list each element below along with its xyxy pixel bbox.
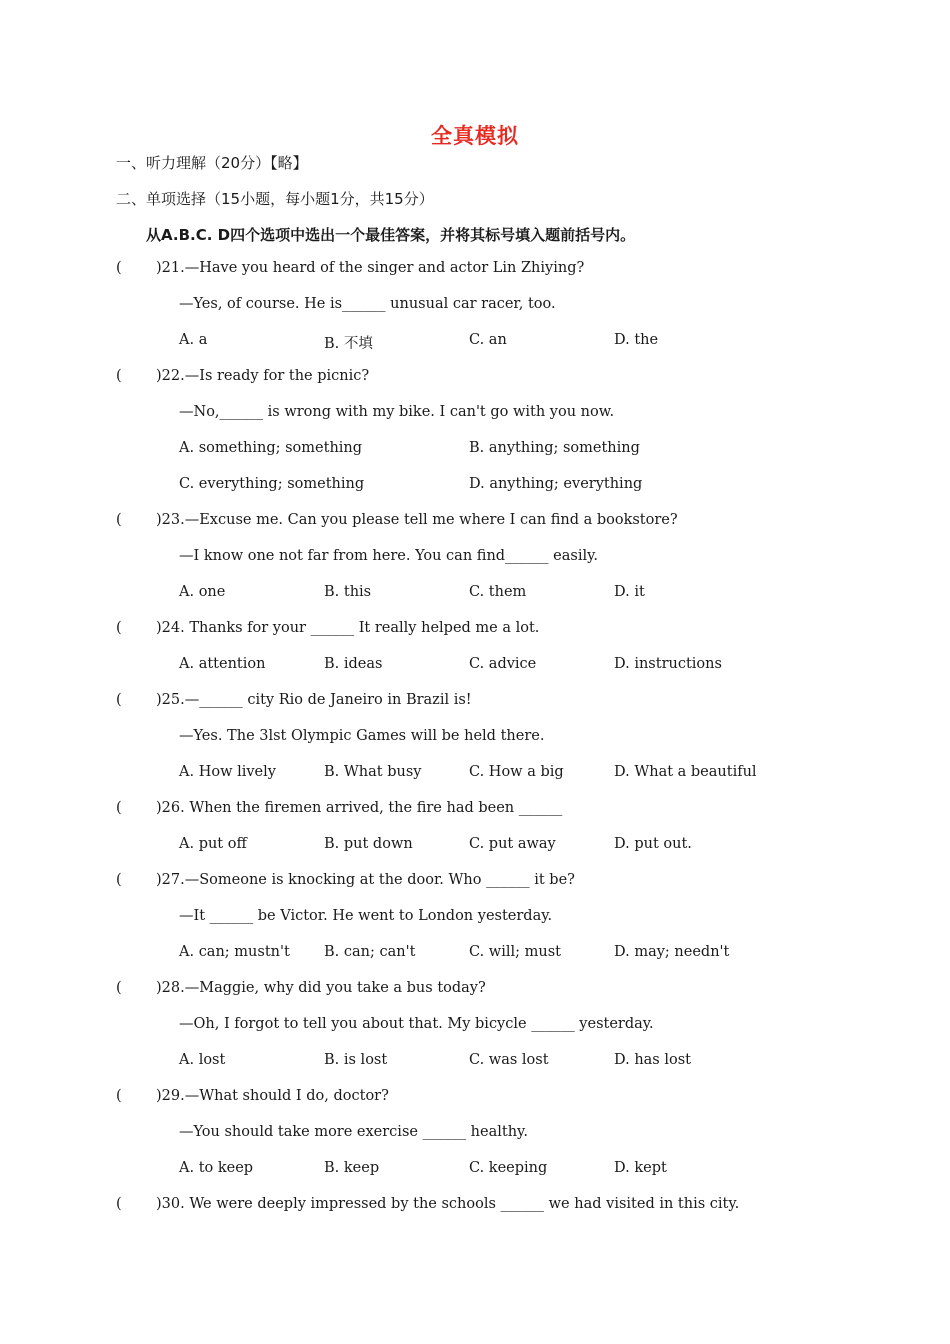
answer-paren[interactable]: ( <box>116 800 122 816</box>
question-24 <box>116 620 539 636</box>
question-28 <box>116 980 486 996</box>
option-d: D. has lost <box>614 1052 691 1068</box>
answer-paren[interactable]: ( <box>116 1088 122 1104</box>
option-d: D. kept <box>614 1160 667 1176</box>
question-number: )27. <box>156 872 185 888</box>
option-a: A. can; mustn't <box>179 944 290 960</box>
question-number: )28. <box>156 980 185 996</box>
question-number: )23. <box>156 512 185 528</box>
option-b: B. 不填 <box>324 336 373 352</box>
answer-paren[interactable]: ( <box>116 512 122 528</box>
option-c: C. an <box>469 332 507 348</box>
question-23 <box>116 512 678 528</box>
option-d: D. put out. <box>614 836 692 852</box>
question-22 <box>116 368 369 384</box>
option-d: D. anything; everything <box>469 476 643 492</box>
question-25 <box>116 692 472 708</box>
question-stem: —Excuse me. Can you please tell me where I can find a bookstore? <box>184 512 678 528</box>
option-b: B. keep <box>324 1160 380 1176</box>
question-reply: —You should take more exercise ______ healthy. <box>179 1124 528 1140</box>
question-reply: —No,______ is wrong with my bike. I can't go with you now. <box>179 404 615 420</box>
question-26 <box>116 800 562 816</box>
option-c: C. How a big <box>469 764 564 780</box>
question-number: )30. <box>156 1196 185 1212</box>
option-d: D. it <box>614 584 645 600</box>
question-stem: —______ city Rio de Janeiro in Brazil is! <box>184 692 472 708</box>
answer-paren[interactable]: ( <box>116 620 122 636</box>
option-a: A. something; something <box>179 440 363 456</box>
answer-paren[interactable]: ( <box>116 260 122 276</box>
option-c: C. advice <box>469 656 537 672</box>
option-d: D. may; needn't <box>614 944 730 960</box>
option-b: B. is lost <box>324 1052 388 1068</box>
option-c: C. everything; something <box>179 476 365 492</box>
answer-paren[interactable]: ( <box>116 692 122 708</box>
question-stem: —What should I do, doctor? <box>184 1088 389 1104</box>
option-c: C. keeping <box>469 1160 548 1176</box>
answer-paren[interactable]: ( <box>116 1196 122 1212</box>
option-a: A. attention <box>179 656 266 672</box>
option-d: D. the <box>614 332 659 348</box>
question-stem: —Have you heard of the singer and actor Lin Zhiying? <box>184 260 585 276</box>
question-27 <box>116 872 575 888</box>
question-stem: When the firemen arrived, the fire had been ______ <box>184 800 563 816</box>
option-d: D. What a beautiful <box>614 764 757 780</box>
option-c: C. was lost <box>469 1052 549 1068</box>
question-stem: Thanks for your ______ It really helped me a lot. <box>184 620 540 636</box>
option-a: A. lost <box>179 1052 226 1068</box>
question-reply: —It ______ be Victor. He went to London yesterday. <box>179 908 553 924</box>
option-a: A. one <box>179 584 226 600</box>
option-d: D. instructions <box>614 656 722 672</box>
option-a: A. a <box>179 332 208 348</box>
section-listening: 一、听力理解（20分）【略】 <box>116 154 308 172</box>
option-a: A. How lively <box>179 764 276 780</box>
option-b: B. this <box>324 584 372 600</box>
option-b: B. can; can't <box>324 944 416 960</box>
question-number: )22. <box>156 368 185 384</box>
section-single-choice: 二、单项选择（15小题，每小题1分，共15分） <box>116 190 434 208</box>
option-c: C. will; must <box>469 944 561 960</box>
option-c: C. them <box>469 584 527 600</box>
question-stem: We were deeply impressed by the schools ______ we had visited in this city. <box>184 1196 740 1212</box>
question-21 <box>116 260 584 276</box>
question-30 <box>116 1196 739 1212</box>
question-number: )25. <box>156 692 185 708</box>
question-reply: —I know one not far from here. You can find______ easily. <box>179 548 598 564</box>
question-stem: —Someone is knocking at the door. Who ______ it be? <box>184 872 575 888</box>
option-b: B. put down <box>324 836 413 852</box>
answer-paren[interactable]: ( <box>116 368 122 384</box>
option-b: B. ideas <box>324 656 383 672</box>
option-b: B. anything; something <box>469 440 640 456</box>
question-stem: —Maggie, why did you take a bus today? <box>184 980 486 996</box>
question-number: )24. <box>156 620 185 636</box>
question-reply: —Yes, of course. He is______ unusual car racer, too. <box>179 296 556 312</box>
option-a: A. put off <box>179 836 247 852</box>
option-c: C. put away <box>469 836 556 852</box>
question-stem: —Is ready for the picnic? <box>184 368 370 384</box>
answer-paren[interactable]: ( <box>116 872 122 888</box>
question-reply: —Oh, I forgot to tell you about that. My bicycle ______ yesterday. <box>179 1016 654 1032</box>
question-29 <box>116 1088 389 1104</box>
question-number: )29. <box>156 1088 185 1104</box>
question-number: )26. <box>156 800 185 816</box>
option-b: B. What busy <box>324 764 422 780</box>
option-a: A. to keep <box>179 1160 254 1176</box>
answer-paren[interactable]: ( <box>116 980 122 996</box>
page-title: 全真模拟 <box>431 124 519 148</box>
section-instruction: 从A.B.C. D四个选项中选出一个最佳答案，并将其标号填入题前括号内。 <box>146 226 636 244</box>
question-number: )21. <box>156 260 185 276</box>
question-reply: —Yes. The 3lst Olympic Games will be held there. <box>179 728 545 744</box>
